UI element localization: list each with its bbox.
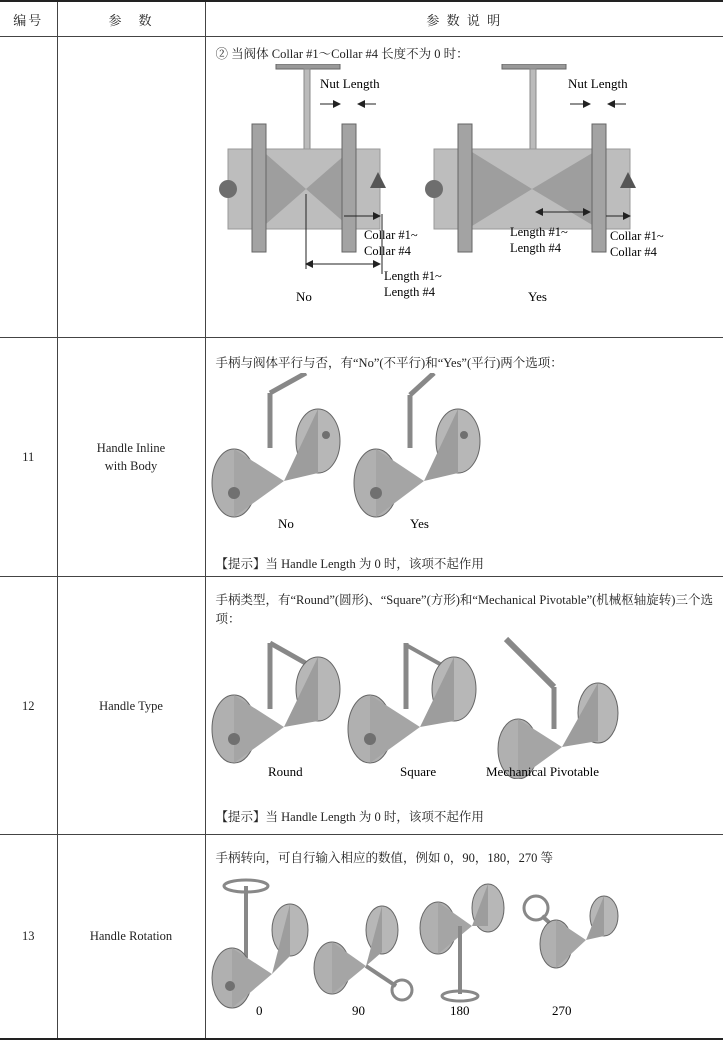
caption: 270 [552, 1003, 572, 1018]
row-description [205, 37, 723, 338]
table-row-collar [0, 37, 723, 338]
row-parameter: Handle Rotation [57, 835, 205, 1039]
caption: 90 [352, 1003, 365, 1018]
table-row-13 [0, 835, 723, 1039]
valve-figure-square [348, 643, 476, 779]
tip-text: 【提示】当 Handle Length 为 0 时，该项不起作用 [216, 807, 484, 825]
collar-length-diagram [206, 64, 723, 319]
valve-figure-round [212, 643, 340, 779]
length-label-end: Length #4 [384, 285, 436, 299]
caption: Yes [410, 516, 429, 531]
caption: 180 [450, 1003, 470, 1018]
row-parameter: Handle Type [57, 577, 205, 835]
row-parameter [57, 37, 205, 338]
description-text: ② 当阀体 Collar #1～Collar #4 长度不为 0 时： [206, 37, 723, 64]
collar-label-end: Collar #4 [610, 245, 658, 259]
collar-label-end: Collar #4 [364, 244, 412, 258]
handle-inline-diagram [206, 373, 723, 533]
collar-label: Collar #1~ [364, 228, 418, 242]
length-label-end: Length #4 [510, 241, 562, 255]
row-number [0, 37, 57, 338]
description-text: 手柄转向，可自行输入相应的数值，例如 0，90，180，270 等 [206, 835, 723, 868]
description-text: 手柄与阀体平行与否，有“No”(不平行)和“Yes”(平行)两个选项： [206, 338, 723, 373]
header-parameter: 参 数 [57, 1, 205, 37]
table-row-12 [0, 577, 723, 835]
collar-label: Collar #1~ [610, 229, 664, 243]
row-number: 11 [0, 338, 57, 577]
table-header-row [0, 1, 723, 37]
row-parameter: Handle Inline with Body [57, 338, 205, 577]
row-description [205, 577, 723, 835]
tip-text: 【提示】当 Handle Length 为 0 时，该项不起作用 [216, 554, 484, 572]
header-number: 编号 [0, 1, 57, 37]
row-number: 13 [0, 835, 57, 1039]
row-description [205, 835, 723, 1039]
caption-yes: Yes [528, 289, 547, 304]
table-row-11 [0, 338, 723, 577]
description-text: 手柄类型，有“Round”(圆形)、“Square”(方形)和“Mechanical Pivotable”(机械枢轴旋转)三个选项： [206, 577, 723, 629]
caption: 0 [256, 1003, 263, 1018]
valve-figure-0 [212, 880, 308, 1018]
valve-figure-yes [425, 64, 664, 304]
row-description [205, 338, 723, 577]
caption: No [278, 516, 294, 531]
caption: Round [268, 764, 303, 779]
length-label: Length #1~ [510, 225, 568, 239]
header-description: 参 数 说 明 [205, 1, 723, 37]
length-label: Length #1~ [384, 269, 442, 283]
valve-figure-mechanical [486, 639, 618, 779]
caption-no: No [296, 289, 312, 304]
caption: Square [400, 764, 436, 779]
handle-type-diagram [206, 629, 723, 779]
row-number: 12 [0, 577, 57, 835]
valve-figure-yes [354, 373, 480, 531]
valve-figure-no [212, 373, 340, 531]
valve-figure-90 [314, 906, 412, 1018]
valve-figure-270 [524, 896, 618, 1018]
handle-rotation-diagram [206, 868, 723, 1018]
valve-figure-180 [420, 884, 504, 1018]
valve-figure-no [219, 64, 442, 304]
nut-length-label: Nut Length [568, 76, 628, 91]
nut-length-label: Nut Length [320, 76, 380, 91]
caption: Mechanical Pivotable [486, 764, 599, 779]
